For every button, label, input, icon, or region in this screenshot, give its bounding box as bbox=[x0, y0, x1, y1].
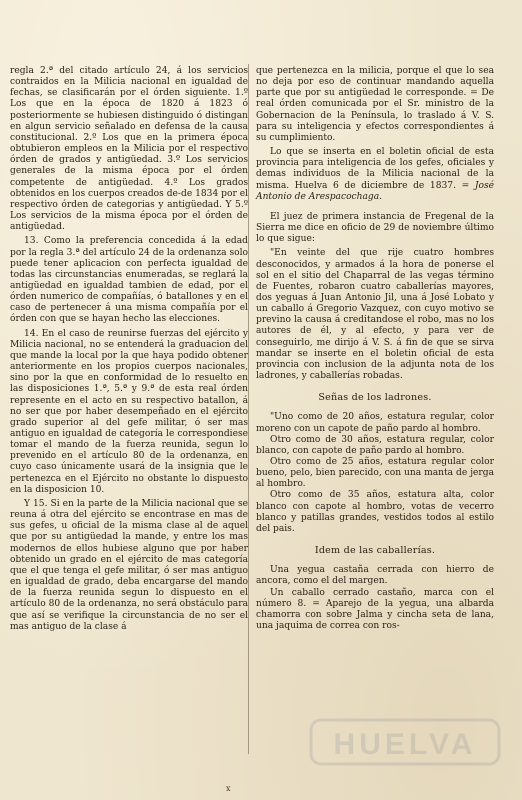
caballeria-description: Una yegua castaña cerrada con hierro de ancora, como el del margen. bbox=[256, 565, 494, 587]
heading-senas-ladrones: Señas de los ladrones. bbox=[318, 392, 432, 404]
paragraph-continuation: que pertenezca en la milicia, porque el que lo sea no deja por eso de continuar mandando aquella parte que por su antigüedad le corresponde. = De real órden comunicada por el Sr. ministro de la Gobernacion de la Península, lo traslado á V. S. para su inteligencia y efectos correspondientes á su cumplimiento. bbox=[256, 66, 494, 143]
paragraph-robbery-report: "En veinte del que rije cuatro hombres desconocidos, y armados á la hora de ponerse el sol en el sitio del Chaparral de las vegas término de Fuentes, robaron cuatro caballerías mayores, dos yeguas á Juan Antonio Jil, una á José Lobato y un caballo á Gregorio Vazquez, con cuyo motivo se previno la causa á creditandose el robo, mas no los autores de él, y al efecto, y para ver de conseguirlo, me dirijo á V. S. á fin de que se sirva mandar se inserte en el boletin oficial de esta provincia con inclusion de la adjunta nota de los ladrones, y caballerías robadas. bbox=[256, 248, 494, 382]
svg-text:HUELVA: HUELVA bbox=[333, 728, 477, 761]
caballeria-description: Un caballo cerrado castaño, marca con el número 8. = Aparejo de la yegua, una albarda chamorra con sobre Jalma y cincha seta de lana, una jaquima de correa con ros- bbox=[256, 587, 494, 632]
paragraph-article-14: 14. En el caso de reunirse fuerzas del ejército y Milicia nacional, no se entenderá la graduacion del que mande la local por la que haya podido obtener anteriormente en los propios cuerpos nacionales, sino por la que en conformidad de lo resuelto en las disposiciones 1.ª, 5.ª y 9.ª de esta real órden represente en el acto en su respectivo batallon, á no ser que por haber desempeñado en el ejército grado superior al del gefe militar, ó ser mas antiguo en igualdad de categoría le correspondiese tomar el mando de la fuerza reunida, segun lo prevenido en el artículo 80 de la ordenanza, en cuyo caso únicamente usará de la insignia que le pertenezca en el Ejército no obstante lo dispuesto en la disposicion 10. bbox=[10, 328, 248, 495]
page-footer-mark: x bbox=[226, 784, 231, 793]
ladron-description: Otro como de 35 años, estatura alta, color blanco con capote al hombro, votas de vecerro blanco y patillas grandes, vestidos todos al estilo del pais. bbox=[256, 490, 494, 534]
column-divider bbox=[248, 64, 249, 754]
left-column bbox=[10, 66, 248, 633]
ladron-description: "Uno como de 20 años, estatura regular, color moreno con un capote de paño pardo al hombro. bbox=[256, 412, 494, 434]
boletin-notice-text: Lo que se inserta en el boletin oficial de esta provincia para inteligencia de los gefes, oficiales y demas individuos de la Milicia nacional de la misma. Huelva 6 de diciembre de 1837. = bbox=[256, 147, 494, 191]
paragraph-juez-intro: El juez de primera instancia de Fregenal de la Sierra me dice en oficio de 29 de noviembre último lo que sigue: bbox=[256, 211, 494, 245]
ladron-description: Otro como de 25 años, estatura regular color bueno, pelo, bien parecido, con una manta de jerga al hombro. bbox=[256, 457, 494, 490]
paragraph-article-15: Y 15. Si en la parte de la Milicia nacional que se reuna á otra del ejército se encontrase en mas de sus gefes, u oficial de la misma clase al de aquel que por su antigüedad la mande, y entre los mas modernos de ellos hubiese alguno que por haber obtenido un grado en el ejército de mas categoría que el que tenga el gefe militar, ó ser mas antiguo en igualdad de grado, deba encargarse del mando de la fuerza reunida segun lo dispuesto en el artículo 80 de la ordenanza, no será obstáculo para que así se verifique la circunstancia de no ser el mas antiguo de la clase á bbox=[10, 498, 248, 632]
right-column bbox=[256, 66, 494, 632]
archive-watermark bbox=[305, 712, 505, 772]
paragraph-article-13: 13. Como la preferencia concedida á la edad por la regla 3.ª del artículo 24 de la ordenanza solo puede tener aplicacion con perfecta igualdad de todas las circunstancias enumeradas, se reglará la antigüedad en igualdad tambien de edad, por el órden numerico de compañías, ó batallones y en el caso de pertenecer á una misma compañía por el órden con que se hayan hecho las elecciones. bbox=[10, 236, 248, 325]
watermark-logo-icon bbox=[305, 712, 505, 772]
signature: José Antonio de Arespacochaga. bbox=[256, 180, 494, 202]
paragraph-regla-2: regla 2.ª del citado artículo 24, á los servicios contraidos en la Milicia nacional en igualdad de fechas, se clasificarán por el órden siguiente. 1.º Los que en la época de 1820 á 1823 ó posteriormente se hubiesen distinguido ó distingan en algun servicio señalado en defensa de la causa constitucional. 2.º Los que en la primera época obtubieron empleos en la Milicia por el respectivo órden de grados y antigüedad. 3.º Los servicios generales de la misma época por el órden competente de antigüedad. 4.º Los grados obtenidos en los cuerpos creados de-de 1834 por el respectivo órden de categorias y antigüedad. Y 5.º Los servicios de la misma época por el órden de antigüedad. bbox=[10, 66, 248, 233]
heading-caballerias: Idem de las caballerías. bbox=[314, 545, 436, 557]
paragraph-boletin-notice bbox=[256, 147, 494, 203]
ladron-description: Otro como de 30 años, estatura regular, color blanco, con capote de paño pardo al hombro. bbox=[256, 434, 494, 456]
